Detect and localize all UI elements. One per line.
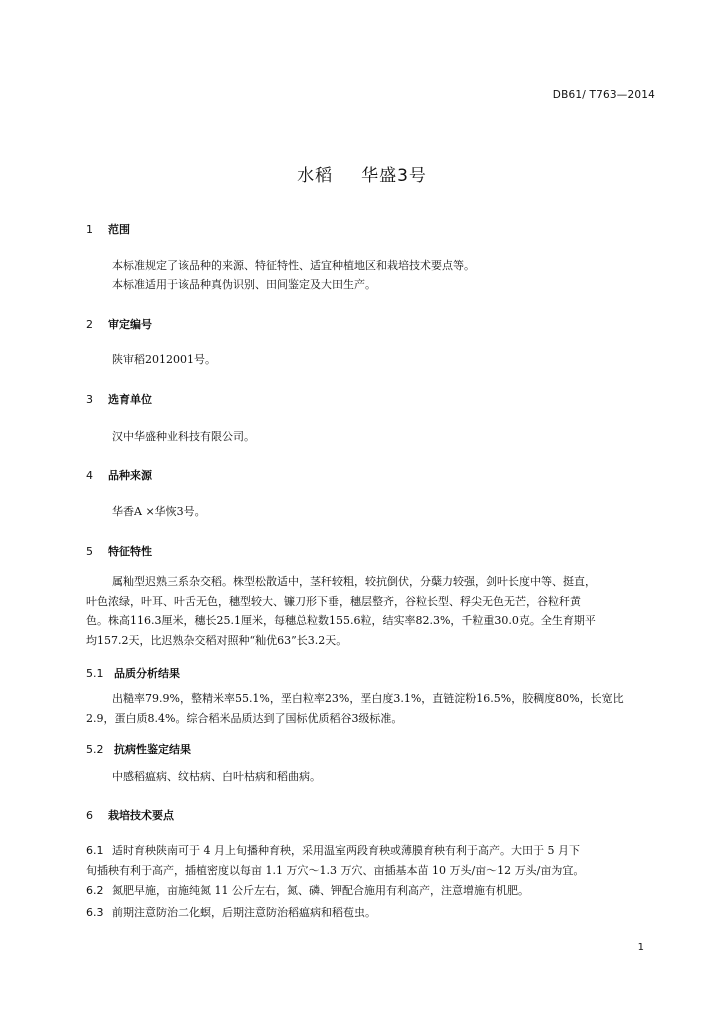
paragraph-line: 叶色浓绿，叶耳、叶舌无色，穗型较大、镰刀形下垂，穗层整齐，谷粒长型、稃尖无色无芒，谷粒秆黄 <box>86 594 581 608</box>
subsection-text: 氮肥早施，亩施纯氮 11 公斤左右，氮、磷、钾配合施用有利高产，注意增施有机肥。 <box>112 884 529 897</box>
document-number: DB61/ T763—2014 <box>552 89 655 101</box>
section-5-2-text: 中感稻瘟病、纹枯病、白叶枯病和稻曲病。 <box>112 770 321 783</box>
subsection-text: 前期注意防治二化螟，后期注意防治稻瘟病和稻苞虫。 <box>112 906 376 919</box>
section-1-heading <box>86 221 130 237</box>
document-title <box>0 161 724 186</box>
section-2-heading <box>86 316 152 332</box>
title-variety: 华盛3号 <box>361 166 427 186</box>
section-5-1-heading <box>86 665 180 681</box>
section-number: 5.2 <box>86 743 104 756</box>
section-5-heading <box>86 543 152 559</box>
paragraph-line <box>86 841 658 861</box>
page-number: 1 <box>637 942 644 953</box>
section-5-2-heading <box>86 741 191 757</box>
section-1-line-1: 本标准规定了该品种的来源、特征特性、适宜种植地区和栽培技术要点等。 <box>112 259 475 272</box>
paragraph-line: 色。株高116.3厘米，穗长25.1厘米，每穗总粒数155.6粒，结实率82.3%，千粒重30.0克。全生育期平 <box>86 614 596 627</box>
subsection-number: 6.2 <box>86 884 104 897</box>
section-5-1-paragraph <box>86 689 658 728</box>
paragraph-line-text: 适时育秧陕南可于 4 月上旬播种育秧，采用温室两段育秧或薄膜育秧有利于高产。大田于 5 月下 <box>112 844 580 857</box>
paragraph-line: 出糙率79.9%，整精米率55.1%，垩白粒率23%，垩白度3.1%，直链淀粉16.5%，胶稠度80%，长宽比 <box>112 692 624 705</box>
section-1-line-2: 本标准适用于该品种真伪识别、田间鉴定及大田生产。 <box>112 278 376 291</box>
section-number: 2 <box>86 318 93 331</box>
paragraph-line: 属籼型迟熟三系杂交稻。株型松散适中，茎秆较粗，较抗倒伏，分蘖力较强，剑叶长度中等、挺直， <box>112 575 596 588</box>
paragraph-line: 2.9，蛋白质8.4%。综合稻米品质达到了国标优质稻谷3级标准。 <box>86 711 403 725</box>
section-title: 抗病性鉴定结果 <box>114 743 191 756</box>
section-4-text: 华香A ×华恢3号。 <box>112 505 206 518</box>
section-number: 6 <box>86 809 93 822</box>
section-title: 品种来源 <box>108 469 152 482</box>
section-title: 选育单位 <box>108 393 152 406</box>
section-4-heading <box>86 467 152 483</box>
section-title: 特征特性 <box>108 545 152 558</box>
section-number: 5 <box>86 545 93 558</box>
section-3-text: 汉中华盛种业科技有限公司。 <box>112 430 255 443</box>
section-5-paragraph <box>86 572 658 650</box>
section-title: 品质分析结果 <box>114 667 180 680</box>
paragraph-line: 旬插秧有利于高产，插植密度以每亩 1.1 万穴～1.3 万穴、亩插基本苗 10 万头/亩～12 万头/亩为宜。 <box>86 863 585 877</box>
section-title: 栽培技术要点 <box>108 809 174 822</box>
section-6-3-line <box>86 904 376 920</box>
paragraph-line: 均157.2天，比迟熟杂交稻对照种“籼优63”长3.2天。 <box>86 633 348 647</box>
section-number: 1 <box>86 223 93 236</box>
title-crop: 水稻 <box>297 166 334 186</box>
section-3-heading <box>86 391 152 407</box>
section-number: 5.1 <box>86 667 104 680</box>
section-6-heading <box>86 807 174 823</box>
section-number: 3 <box>86 393 93 406</box>
subsection-number: 6.1 <box>86 844 104 857</box>
section-2-text: 陕审稻2012001号。 <box>112 353 216 366</box>
section-number: 4 <box>86 469 93 482</box>
section-title: 范围 <box>108 223 130 236</box>
section-title: 审定编号 <box>108 318 152 331</box>
section-6-2-line <box>86 882 529 898</box>
section-6-1-paragraph <box>86 841 658 880</box>
subsection-number: 6.3 <box>86 906 104 919</box>
